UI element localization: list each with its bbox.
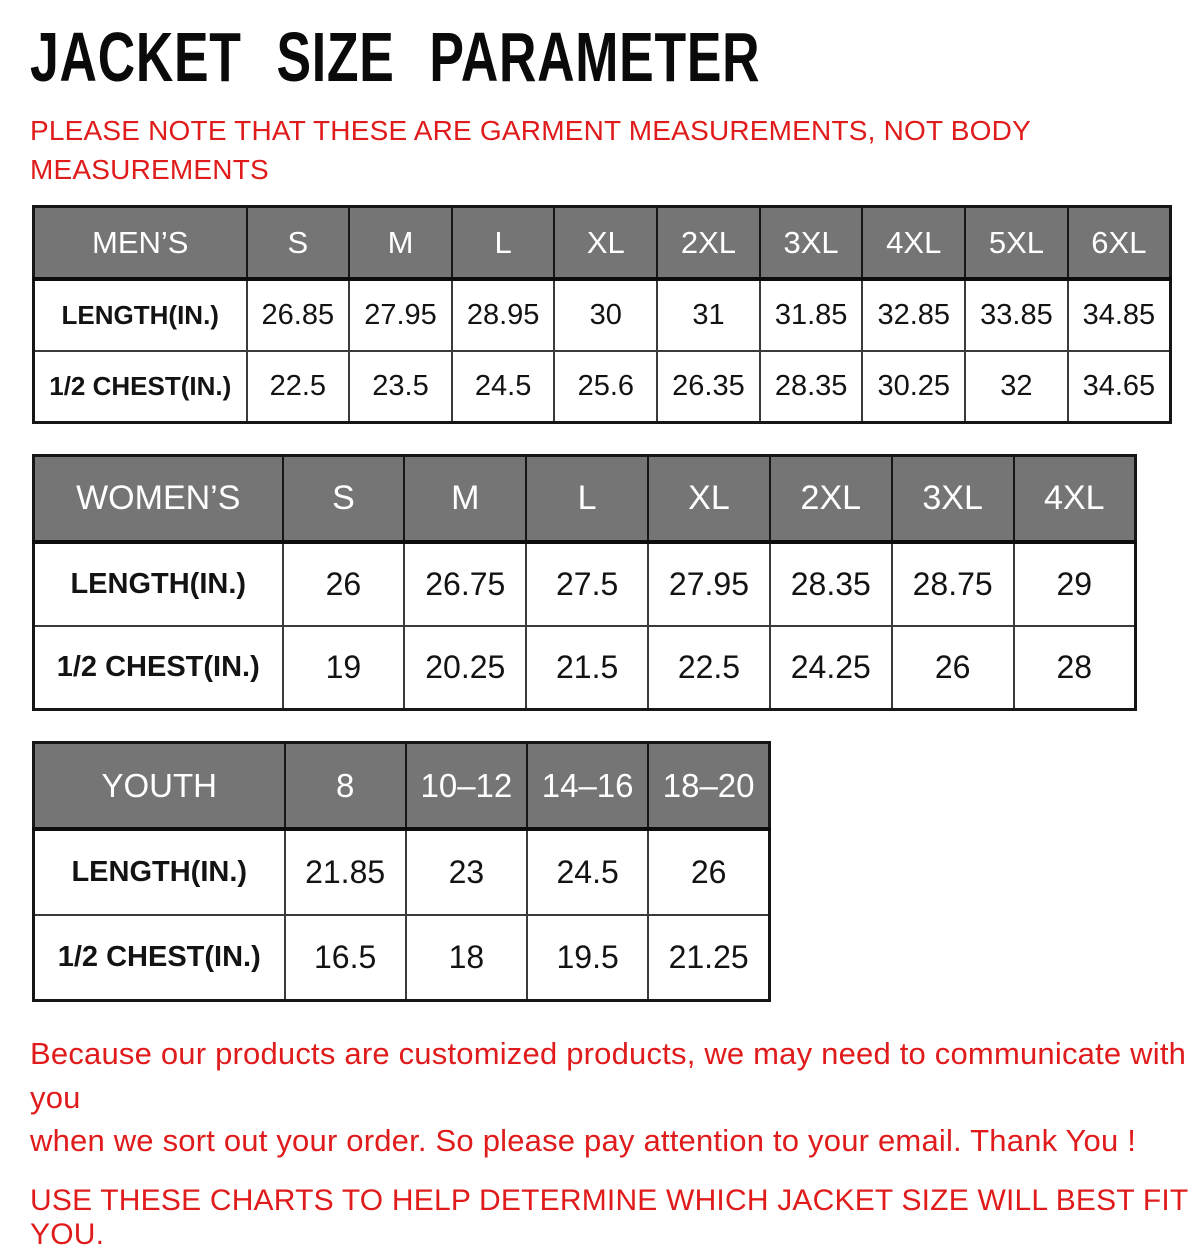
womens-size-table	[32, 454, 1137, 711]
table-row	[34, 626, 1136, 710]
table-row	[34, 542, 1136, 626]
value-cell: 26.85	[247, 279, 350, 351]
table-title-cell: YOUTH	[34, 743, 285, 829]
table-title-cell: WOMEN’S	[34, 456, 283, 542]
value-cell: 19.5	[527, 915, 648, 1001]
size-header-cell: L	[452, 207, 555, 279]
value-cell: 27.5	[526, 542, 648, 626]
chart-usage-note: USE THESE CHARTS TO HELP DETERMINE WHICH JACKET SIZE WILL BEST FIT YOU.	[30, 1184, 1188, 1252]
value-cell: 18	[406, 915, 527, 1001]
header-row	[34, 207, 1171, 279]
value-cell: 20.25	[404, 626, 526, 710]
page-title	[30, 18, 1200, 96]
note-line-1: PLEASE NOTE THAT THESE ARE GARMENT MEASUREMENTS, NOT BODY	[30, 115, 1031, 146]
customization-notice	[30, 1032, 1200, 1162]
value-cell: 34.65	[1068, 351, 1171, 423]
size-header-cell: XL	[554, 207, 657, 279]
mens-size-table	[32, 205, 1172, 424]
value-cell: 30	[554, 279, 657, 351]
value-cell: 27.95	[648, 542, 770, 626]
value-cell: 21.85	[285, 829, 406, 915]
value-cell: 30.25	[862, 351, 965, 423]
value-cell: 26	[892, 626, 1014, 710]
value-cell: 28.35	[760, 351, 863, 423]
value-cell: 28.35	[770, 542, 892, 626]
value-cell: 31.85	[760, 279, 863, 351]
size-header-cell: XL	[648, 456, 770, 542]
value-cell: 26.75	[404, 542, 526, 626]
customization-notice-line-2: when we sort out your order. So please pay attention to your email. Thank You !	[30, 1123, 1137, 1159]
value-cell: 23	[406, 829, 527, 915]
value-cell: 24.5	[452, 351, 555, 423]
size-header-cell: 18–20	[648, 743, 769, 829]
value-cell: 26	[283, 542, 405, 626]
size-header-cell: S	[283, 456, 405, 542]
size-header-cell: 6XL	[1068, 207, 1171, 279]
size-header-cell: 10–12	[406, 743, 527, 829]
table-row	[34, 279, 1171, 351]
value-cell: 26.35	[657, 351, 760, 423]
size-header-cell: 4XL	[1014, 456, 1136, 542]
value-cell: 29	[1014, 542, 1136, 626]
value-cell: 21.25	[648, 915, 769, 1001]
size-header-cell: 3XL	[760, 207, 863, 279]
size-header-cell: 2XL	[770, 456, 892, 542]
page-title-text: JACKET SIZE PARAMETER	[30, 18, 761, 96]
row-label-cell: LENGTH(IN.)	[34, 542, 283, 626]
garment-measurement-note	[30, 112, 1200, 189]
value-cell: 32.85	[862, 279, 965, 351]
value-cell: 26	[648, 829, 769, 915]
row-label-cell: 1/2 CHEST(IN.)	[34, 915, 285, 1001]
value-cell: 28	[1014, 626, 1136, 710]
value-cell: 33.85	[965, 279, 1068, 351]
value-cell: 28.95	[452, 279, 555, 351]
value-cell: 28.75	[892, 542, 1014, 626]
size-header-cell: L	[526, 456, 648, 542]
header-row	[34, 456, 1136, 542]
value-cell: 16.5	[285, 915, 406, 1001]
size-header-cell: 8	[285, 743, 406, 829]
value-cell: 27.95	[349, 279, 452, 351]
row-label-cell: 1/2 CHEST(IN.)	[34, 626, 283, 710]
row-label-cell: 1/2 CHEST(IN.)	[34, 351, 247, 423]
value-cell: 24.5	[527, 829, 648, 915]
value-cell: 21.5	[526, 626, 648, 710]
header-row	[34, 743, 770, 829]
table-row	[34, 829, 770, 915]
row-label-cell: LENGTH(IN.)	[34, 829, 285, 915]
size-header-cell: 3XL	[892, 456, 1014, 542]
size-header-cell: M	[349, 207, 452, 279]
size-header-cell: 14–16	[527, 743, 648, 829]
size-header-cell: M	[404, 456, 526, 542]
value-cell: 24.25	[770, 626, 892, 710]
value-cell: 31	[657, 279, 760, 351]
value-cell: 22.5	[648, 626, 770, 710]
value-cell: 19	[283, 626, 405, 710]
value-cell: 34.85	[1068, 279, 1171, 351]
size-header-cell: S	[247, 207, 350, 279]
note-line-2: MEASUREMENTS	[30, 153, 269, 185]
size-header-cell: 5XL	[965, 207, 1068, 279]
table-title-cell: MEN’S	[34, 207, 247, 279]
value-cell: 22.5	[247, 351, 350, 423]
value-cell: 23.5	[349, 351, 452, 423]
row-label-cell: LENGTH(IN.)	[34, 279, 247, 351]
value-cell: 25.6	[554, 351, 657, 423]
table-row	[34, 915, 770, 1001]
customization-notice-line-1: Because our products are customized products, we may need to communicate with you	[30, 1036, 1187, 1115]
value-cell: 32	[965, 351, 1068, 423]
size-header-cell: 4XL	[862, 207, 965, 279]
youth-size-table	[32, 741, 771, 1002]
table-row	[34, 351, 1171, 423]
size-header-cell: 2XL	[657, 207, 760, 279]
